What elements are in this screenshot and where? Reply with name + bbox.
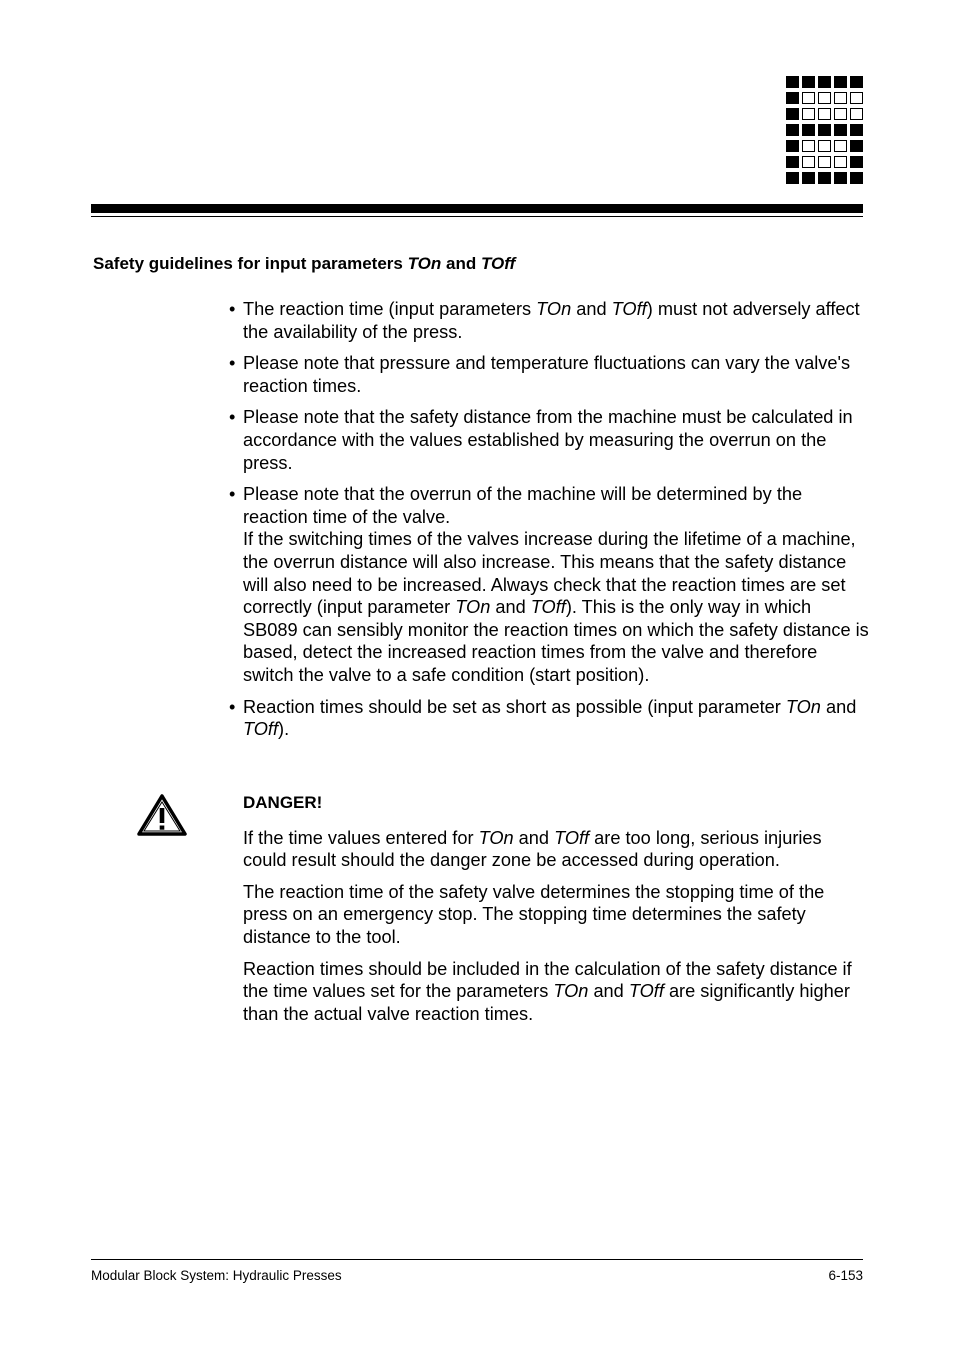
logo-cell — [818, 124, 831, 136]
text-run: The reaction time (input parameters — [243, 299, 537, 319]
logo-cell — [834, 108, 847, 120]
list-item-text: Please note that the safety distance from the machine must be calculated in accordance with the values established by measuring the overrun on the press. — [243, 407, 853, 473]
logo-cell — [786, 108, 799, 120]
logo-cell — [850, 108, 863, 120]
danger-paragraph: The reaction time of the safety valve determines the stopping time of the press on an emergency stop. The stopping time determines the safety distance to the tool. — [243, 881, 825, 947]
header-rule-thin — [91, 216, 863, 217]
logo-cell — [834, 172, 847, 184]
bullet-marker: • — [229, 484, 236, 505]
logo-cell — [786, 124, 799, 136]
text-run: ). This is the only way in which SB089 can sensibly monitor the reaction times on which the safety distance is based, detect the increased reaction times from the valve and therefore switch the valve to a safe condition (start position). — [243, 597, 869, 685]
param-ton: TOn — [785, 696, 821, 717]
logo-cell — [786, 92, 799, 104]
logo-cell — [818, 76, 831, 88]
danger-title: DANGER! — [243, 793, 323, 812]
text-run: and — [513, 827, 555, 848]
footer-rule — [91, 1259, 863, 1260]
text-run: and — [820, 696, 857, 717]
text-run: are too long, serious injuries could result should the danger zone be accessed during operation. — [243, 827, 822, 871]
logo-cell — [802, 108, 815, 120]
bullet-marker: • — [229, 696, 236, 717]
logo-cell — [802, 172, 815, 184]
list-item — [229, 298, 869, 343]
logo-cell — [802, 156, 815, 168]
logo-cell — [834, 76, 847, 88]
logo-cell — [786, 156, 799, 168]
logo-cell — [850, 156, 863, 168]
list-item-text: Please note that pressure and temperature fluctuations can vary the valve's reaction times. — [243, 353, 851, 396]
logo-cell — [834, 92, 847, 104]
grid-logo-icon — [785, 75, 865, 185]
text-run: ). — [278, 719, 290, 740]
logo-cell — [850, 76, 863, 88]
logo-cell — [818, 172, 831, 184]
logo-cell — [818, 156, 831, 168]
param-ton: TOn — [553, 981, 589, 1002]
logo-cell — [802, 92, 815, 104]
list-item-text — [243, 298, 869, 343]
logo-cell — [834, 124, 847, 136]
text-run: are significantly higher than the actual valve reaction times. — [243, 981, 850, 1024]
param-ton: TOn — [455, 597, 491, 618]
warning-triangle-icon — [137, 793, 187, 837]
list-item-text — [243, 696, 869, 741]
param-toff: TOff — [628, 981, 664, 1002]
list-item — [229, 352, 869, 397]
logo-cell — [802, 124, 815, 136]
list-item-text: Please note that the overrun of the machine will be determined by the reaction time of the valve. — [243, 484, 803, 527]
logo-cell — [786, 76, 799, 88]
text-run: and — [571, 299, 612, 319]
bullet-marker: • — [229, 353, 236, 374]
heading-param-toff: TOff — [480, 254, 516, 273]
logo-cell — [786, 172, 799, 184]
list-item — [229, 483, 869, 686]
header-rule-thick — [91, 204, 863, 213]
list-item — [229, 696, 869, 741]
text-run: and — [588, 981, 629, 1002]
param-toff: TOff — [611, 299, 647, 319]
logo-cell — [818, 92, 831, 104]
text-run: If the time values entered for — [243, 827, 479, 848]
danger-notice — [243, 792, 868, 1034]
logo-cell — [818, 108, 831, 120]
heading-and: and — [441, 254, 481, 273]
logo-cell — [850, 92, 863, 104]
bullet-marker: • — [229, 299, 236, 319]
guideline-list — [229, 298, 869, 750]
footer-title: Modular Block System: Hydraulic Presses — [91, 1268, 342, 1283]
bullet-marker: • — [229, 407, 236, 428]
logo-cell — [818, 140, 831, 152]
section-heading — [93, 254, 515, 274]
logo-cell — [850, 124, 863, 136]
danger-paragraph — [243, 958, 868, 1026]
heading-param-ton: TOn — [407, 254, 442, 273]
param-toff: TOff — [243, 719, 279, 740]
text-run: ) must not adversely affect the availability of the press. — [243, 299, 860, 342]
logo-cell — [802, 140, 815, 152]
param-toff: TOff — [554, 827, 590, 848]
logo-cell — [834, 156, 847, 168]
logo-cell — [850, 140, 863, 152]
param-ton: TOn — [536, 299, 572, 319]
text-run: and — [490, 597, 531, 618]
logo-cell — [802, 76, 815, 88]
logo-cell — [850, 172, 863, 184]
text-run: If the switching times of the valves increase during the lifetime of a machine, the overrun distance will also increase. This means that the safety distance will also need to be increased. Always check that the reaction times are set correctly (input parameter — [243, 529, 856, 618]
param-toff: TOff — [530, 597, 566, 618]
list-item — [229, 406, 869, 474]
text-run: Reaction times should be included in the calculation of the safety distance if the time values set for the parameters — [243, 958, 852, 1002]
param-ton: TOn — [478, 827, 514, 848]
danger-paragraph — [243, 827, 868, 872]
logo-cell — [834, 140, 847, 152]
text-run: Reaction times should be set as short as possible (input parameter — [243, 696, 786, 717]
page-number: 6-153 — [828, 1268, 863, 1283]
logo-cell — [786, 140, 799, 152]
list-item-continuation — [243, 528, 869, 686]
heading-text: Safety guidelines for input parameters — [93, 254, 408, 273]
